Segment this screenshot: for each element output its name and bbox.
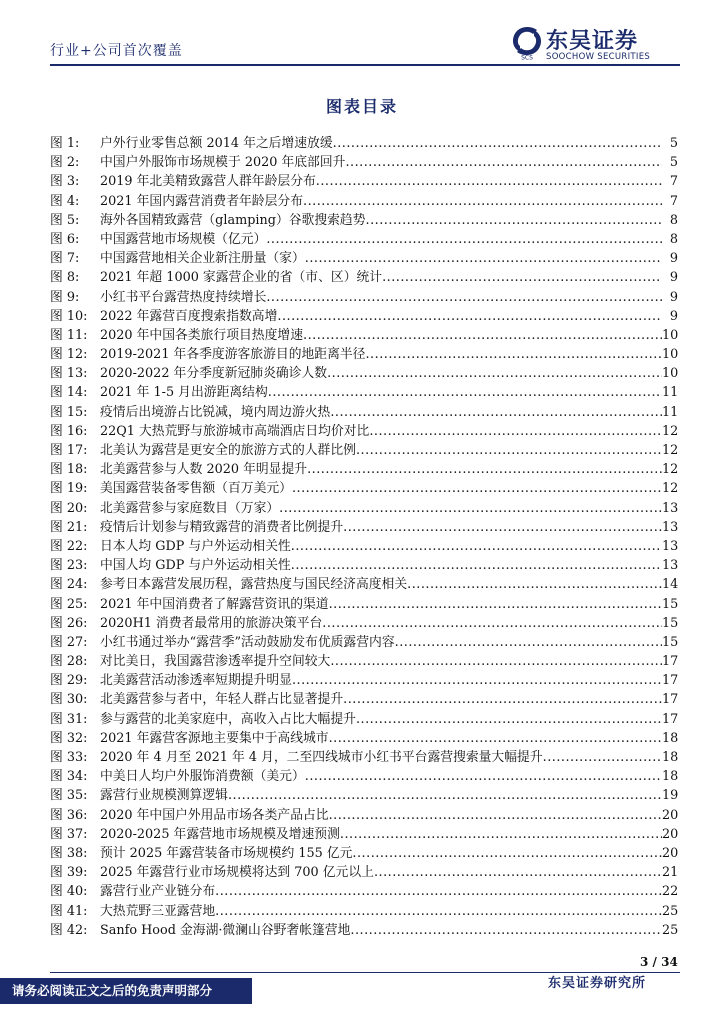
toc-entry[interactable] bbox=[50, 211, 678, 230]
toc-page-number: 15 bbox=[662, 634, 679, 650]
toc-figure-label: 图 34: bbox=[50, 769, 88, 785]
toc-entry-title: 2022 年露营百度搜索指数高增 bbox=[100, 308, 278, 324]
toc-page-number: 21 bbox=[662, 865, 679, 881]
toc-page-number: 17 bbox=[662, 692, 679, 708]
toc-leader-dots bbox=[395, 633, 662, 652]
toc-entry-title: 北美露营活动渗透率短期提升明显 bbox=[100, 673, 292, 689]
toc-page-number: 18 bbox=[662, 750, 679, 765]
toc-leader-dots bbox=[277, 307, 662, 326]
toc-page-number: 11 bbox=[662, 404, 679, 420]
toc-page-number: 5 bbox=[669, 155, 678, 171]
toc-entry[interactable] bbox=[50, 844, 678, 863]
toc-entry[interactable] bbox=[50, 633, 678, 652]
toc-leader-dots bbox=[292, 479, 662, 498]
toc-figure-label: 图 14: bbox=[50, 385, 88, 401]
toc-page-number: 7 bbox=[669, 174, 678, 190]
toc-entry-title: 北美露营参与家庭数目（万家） bbox=[100, 500, 280, 516]
toc-entry[interactable] bbox=[50, 499, 678, 518]
toc-entry[interactable] bbox=[50, 172, 678, 191]
toc-leader-dots bbox=[329, 806, 662, 825]
toc-page-number: 20 bbox=[662, 826, 679, 842]
toc-entry[interactable] bbox=[50, 192, 678, 211]
toc-page-number: 13 bbox=[662, 500, 679, 516]
toc-entry-title: 小红书平台露营热度持续增长 bbox=[100, 289, 267, 305]
toc-figure-label: 图 20: bbox=[50, 500, 88, 516]
toc-figure-label: 图 10: bbox=[50, 308, 88, 324]
toc-leader-dots bbox=[352, 844, 662, 863]
toc-page-number: 11 bbox=[662, 385, 679, 401]
toc-entry-title: 参考日本露营发展历程，露营热度与国民经济高度相关 bbox=[100, 577, 408, 593]
toc-entry[interactable] bbox=[50, 652, 678, 671]
toc-entry[interactable] bbox=[50, 441, 678, 460]
institute-name: 东吴证券研究所 bbox=[548, 976, 647, 991]
toc-entry[interactable] bbox=[50, 364, 678, 383]
toc-entry[interactable] bbox=[50, 537, 678, 556]
toc-entry-title: 2019-2021 年各季度游客旅游目的地距离半径 bbox=[100, 347, 366, 363]
toc-leader-dots bbox=[343, 518, 662, 537]
toc-page-number: 9 bbox=[669, 308, 678, 324]
toc-leader-dots bbox=[369, 422, 662, 441]
toc-leader-dots bbox=[343, 690, 662, 709]
toc-page-number: 10 bbox=[662, 347, 679, 363]
toc-page-number: 17 bbox=[662, 673, 679, 689]
toc-figure-label: 图 11: bbox=[50, 327, 88, 343]
toc-entry[interactable] bbox=[50, 422, 678, 441]
toc-page-number: 8 bbox=[669, 212, 678, 228]
toc-figure-label: 图 8: bbox=[50, 270, 80, 286]
toc-entry[interactable] bbox=[50, 710, 678, 729]
toc-entry-title: 参与露营的北美家庭中，高收入占比大幅提升 bbox=[100, 711, 356, 727]
toc-leader-dots bbox=[316, 172, 662, 191]
toc-entry[interactable] bbox=[50, 671, 678, 690]
toc-leader-dots bbox=[330, 652, 662, 671]
toc-page-number: 9 bbox=[669, 251, 678, 267]
toc-entry[interactable] bbox=[50, 230, 678, 249]
toc-figure-label: 图 33: bbox=[50, 750, 88, 765]
toc-figure-label: 图 37: bbox=[50, 826, 88, 842]
toc-entry-title: 2021 年露营客源地主要集中于高线城市 bbox=[100, 730, 329, 746]
toc-entry-title: 2021 年国内露营消费者年龄层分布 bbox=[100, 193, 303, 209]
toc-page-number: 22 bbox=[662, 884, 679, 900]
toc-figure-label: 图 6: bbox=[50, 231, 80, 247]
toc-leader-dots bbox=[333, 134, 662, 153]
toc-figure-label: 图 1: bbox=[50, 136, 80, 151]
toc-leader-dots bbox=[305, 767, 662, 786]
logo-english-name: SOOCHOW SECURITIES bbox=[546, 52, 651, 62]
toc-entry-title: 大热荒野三亚露营地 bbox=[100, 903, 216, 919]
toc-page-number: 13 bbox=[662, 519, 679, 535]
toc-figure-label: 图 17: bbox=[50, 443, 88, 458]
toc-leader-dots bbox=[215, 882, 662, 901]
toc-figure-label: 图 18: bbox=[50, 462, 88, 478]
toc-leader-dots bbox=[303, 326, 662, 345]
toc-page-number: 5 bbox=[669, 136, 678, 151]
toc-entry[interactable] bbox=[50, 786, 678, 805]
toc-entry-title: 露营行业产业链分布 bbox=[100, 884, 216, 900]
toc-entry[interactable] bbox=[50, 326, 678, 345]
toc-leader-dots bbox=[330, 403, 662, 422]
toc-entry[interactable] bbox=[50, 748, 678, 767]
toc-page-number: 25 bbox=[662, 922, 679, 938]
toc-figure-label: 图 5: bbox=[50, 212, 80, 228]
toc-page-number: 12 bbox=[662, 423, 679, 439]
toc-entry[interactable] bbox=[50, 575, 678, 594]
toc-leader-dots bbox=[366, 211, 662, 230]
toc-leader-dots bbox=[266, 230, 662, 249]
toc-figure-label: 图 30: bbox=[50, 692, 88, 708]
toc-figure-label: 图 9: bbox=[50, 289, 80, 305]
disclaimer-banner: 请务必阅读正文之后的免责声明部分 bbox=[0, 978, 252, 1004]
toc-leader-dots bbox=[292, 671, 662, 690]
toc-entry[interactable] bbox=[50, 345, 678, 364]
toc-entry[interactable] bbox=[50, 249, 678, 268]
toc-figure-label: 图 19: bbox=[50, 481, 88, 497]
logo-mark-text: SCS bbox=[521, 54, 533, 60]
toc-figure-label: 图 42: bbox=[50, 922, 88, 938]
toc-entry[interactable] bbox=[50, 268, 678, 287]
toc-leader-dots bbox=[374, 863, 662, 882]
toc-entry-title: 北美露营参与者中，年轻人群占比显著提升 bbox=[100, 692, 344, 708]
toc-figure-label: 图 12: bbox=[50, 347, 88, 363]
toc-entry-title: 中美日人均户外服饰消费额（美元） bbox=[100, 769, 305, 785]
toc-figure-label: 图 24: bbox=[50, 577, 88, 593]
toc-page-number: 12 bbox=[662, 462, 679, 478]
toc-entry-title: 露营行业规模测算逻辑 bbox=[100, 788, 228, 804]
toc-figure-label: 图 25: bbox=[50, 596, 88, 612]
toc-page-number: 15 bbox=[662, 596, 679, 612]
toc-entry-title: 疫情后出境游占比锐减，境内周边游火热 bbox=[100, 404, 331, 420]
toc-page-number: 14 bbox=[662, 577, 679, 593]
toc-entry[interactable] bbox=[50, 460, 678, 479]
toc-entry-title: 海外各国精致露营（glamping）谷歌搜索趋势 bbox=[100, 212, 366, 228]
toc-figure-label: 图 31: bbox=[50, 711, 88, 727]
toc-figure-label: 图 16: bbox=[50, 423, 88, 439]
toc-entry-title: 北美认为露营是更安全的旅游方式的人群比例 bbox=[100, 443, 356, 458]
toc-entry-title: 对比美日，我国露营渗透率提升空间较大 bbox=[100, 654, 331, 670]
toc-entry[interactable] bbox=[50, 288, 678, 307]
toc-figure-label: 图 13: bbox=[50, 366, 88, 382]
toc-entry-title: 北美露营参与人数 2020 年明显提升 bbox=[100, 462, 308, 478]
toc-page-number: 25 bbox=[662, 903, 679, 919]
toc-figure-label: 图 38: bbox=[50, 845, 88, 861]
toc-leader-dots bbox=[356, 441, 662, 460]
toc-page-number: 9 bbox=[669, 270, 678, 286]
toc-entry[interactable] bbox=[50, 767, 678, 786]
toc-entry-title: 中国人均 GDP 与户外运动相关性 bbox=[100, 558, 291, 574]
toc-leader-dots bbox=[407, 575, 662, 594]
toc-leader-dots bbox=[350, 921, 662, 940]
toc-page-number: 7 bbox=[669, 193, 678, 209]
toc-entry[interactable] bbox=[50, 825, 678, 844]
toc-leader-dots bbox=[365, 345, 662, 364]
toc-entry[interactable] bbox=[50, 806, 678, 825]
toc-entry[interactable] bbox=[50, 134, 678, 153]
toc-figure-label: 图 40: bbox=[50, 884, 88, 900]
toc-page-number: 19 bbox=[662, 788, 679, 804]
toc-leader-dots bbox=[291, 537, 662, 556]
header-divider bbox=[50, 64, 680, 66]
toc-figure-label: 图 23: bbox=[50, 558, 88, 574]
toc-figure-label: 图 32: bbox=[50, 730, 88, 746]
toc-page-number: 20 bbox=[662, 807, 679, 823]
toc-entry-title: 2020-2022 年分季度新冠肺炎确诊人数 bbox=[100, 366, 328, 382]
toc-leader-dots bbox=[305, 249, 662, 268]
toc-leader-dots bbox=[329, 595, 662, 614]
scs-logo-icon bbox=[512, 26, 542, 60]
toc-leader-dots bbox=[268, 383, 662, 402]
toc-page-number: 13 bbox=[662, 538, 679, 554]
toc-figure-label: 图 15: bbox=[50, 404, 88, 420]
toc-entry-title: 2021 年超 1000 家露营企业的省（市、区）统计 bbox=[100, 270, 383, 286]
toc-page-number: 8 bbox=[669, 231, 678, 247]
toc-leader-dots bbox=[266, 288, 662, 307]
toc-page-number: 13 bbox=[662, 558, 679, 574]
toc-page-number: 12 bbox=[662, 481, 679, 497]
page-number: 3 / 34 bbox=[640, 955, 678, 969]
toc-entry[interactable] bbox=[50, 690, 678, 709]
toc-entry[interactable] bbox=[50, 556, 678, 575]
toc-figure-label: 图 29: bbox=[50, 673, 88, 689]
toc-entry-title: 2020H1 消费者最常用的旅游决策平台 bbox=[100, 615, 323, 631]
toc-entry[interactable] bbox=[50, 729, 678, 748]
toc-leader-dots bbox=[340, 825, 662, 844]
toc-entry[interactable] bbox=[50, 902, 678, 921]
toc-figure-label: 图 27: bbox=[50, 634, 88, 650]
toc-figure-label: 图 22: bbox=[50, 538, 88, 554]
toc-leader-dots bbox=[382, 268, 662, 287]
toc-figure-label: 图 7: bbox=[50, 251, 80, 267]
toc-entry[interactable] bbox=[50, 614, 678, 633]
toc-figure-label: 图 4: bbox=[50, 193, 80, 209]
toc-entry-title: 2019 年北美精致露营人群年龄层分布 bbox=[100, 174, 316, 190]
toc-figure-label: 图 39: bbox=[50, 865, 88, 881]
brand-logo bbox=[500, 24, 680, 64]
toc-leader-dots bbox=[327, 364, 662, 383]
toc-entry-title: 小红书通过举办“露营季”活动鼓励发布优质露营内容 bbox=[100, 634, 395, 650]
toc-figure-label: 图 3: bbox=[50, 174, 80, 190]
toc-entry-title: 2021 年 1-5 月出游距离结构 bbox=[100, 385, 268, 401]
toc-leader-dots bbox=[329, 729, 662, 748]
toc-page-number: 17 bbox=[662, 654, 679, 670]
toc-entry-title: 22Q1 大热荒野与旅游城市高端酒店日均价对比 bbox=[100, 423, 370, 439]
toc-entry-title: 疫情后计划参与精致露营的消费者比例提升 bbox=[100, 519, 344, 535]
toc-figure-label: 图 41: bbox=[50, 903, 88, 919]
toc-figure-label: 图 26: bbox=[50, 615, 88, 631]
toc-page-number: 10 bbox=[662, 366, 679, 382]
toc-entry-title: 2025 年露营行业市场规模将达到 700 亿元以上 bbox=[100, 865, 374, 881]
toc-figure-label: 图 2: bbox=[50, 155, 80, 171]
toc-title: 图表目录 bbox=[325, 97, 398, 116]
toc-entry[interactable] bbox=[50, 383, 678, 402]
toc-entry[interactable] bbox=[50, 882, 678, 901]
toc-entry-title: 中国户外服饰市场规模于 2020 年底部回升 bbox=[100, 155, 346, 171]
toc-entry[interactable] bbox=[50, 595, 678, 614]
toc-entry-title: 2020 年 4 月至 2021 年 4 月，二至四线城市小红书平台露营搜索量大幅提升 bbox=[100, 750, 543, 765]
toc-leader-dots bbox=[215, 902, 662, 921]
toc-page-number: 18 bbox=[662, 730, 679, 746]
toc-leader-dots bbox=[228, 786, 662, 805]
toc-entry-title: 2020 年中国户外用品市场各类产品占比 bbox=[100, 807, 329, 823]
toc-leader-dots bbox=[303, 192, 662, 211]
toc-leader-dots bbox=[279, 499, 662, 518]
toc-entry[interactable] bbox=[50, 403, 678, 422]
toc-entry[interactable] bbox=[50, 921, 678, 940]
toc-page-number: 15 bbox=[662, 615, 679, 631]
toc-entry[interactable] bbox=[50, 863, 678, 882]
toc-leader-dots bbox=[291, 556, 662, 575]
toc-entry-title: 2020-2025 年露营地市场规模及增速预测 bbox=[100, 826, 340, 842]
toc-page-number: 12 bbox=[662, 443, 679, 458]
toc-entry-title: 2020 年中国各类旅行项目热度增速 bbox=[100, 327, 303, 343]
toc-entry-title: 中国露营地市场规模（亿元） bbox=[100, 231, 267, 247]
toc-entry[interactable] bbox=[50, 307, 678, 326]
header-category: 行业+公司首次覆盖 bbox=[50, 43, 183, 59]
toc-entry-title: Sanfo Hood 金海湖·微澜山谷野奢帐篷营地 bbox=[100, 922, 351, 938]
toc-figure-label: 图 28: bbox=[50, 654, 88, 670]
toc-entry-title: 2021 年中国消费者了解露营资讯的渠道 bbox=[100, 596, 329, 612]
toc-entry-title: 户外行业零售总额 2014 年之后增速放缓 bbox=[100, 136, 333, 151]
toc-figure-label: 图 36: bbox=[50, 807, 88, 823]
toc-page-number: 9 bbox=[669, 289, 678, 305]
toc-entry[interactable] bbox=[50, 518, 678, 537]
toc-list bbox=[50, 134, 678, 940]
toc-figure-label: 图 21: bbox=[50, 519, 88, 535]
toc-leader-dots bbox=[345, 153, 662, 172]
toc-figure-label: 图 35: bbox=[50, 788, 88, 804]
toc-entry[interactable] bbox=[50, 479, 678, 498]
toc-page-number: 17 bbox=[662, 711, 679, 727]
toc-entry-title: 预计 2025 年露营装备市场规模约 155 亿元 bbox=[100, 845, 353, 861]
toc-leader-dots bbox=[543, 748, 662, 767]
toc-entry[interactable] bbox=[50, 153, 678, 172]
toc-entry-title: 美国露营装备零售额（百万美元） bbox=[100, 481, 292, 497]
logo-chinese-name: 东吴证券 bbox=[546, 29, 639, 54]
toc-leader-dots bbox=[356, 710, 662, 729]
toc-leader-dots bbox=[307, 460, 662, 479]
toc-entry-title: 中国露营地相关企业新注册量（家） bbox=[100, 251, 305, 267]
toc-leader-dots bbox=[322, 614, 662, 633]
toc-page-number: 18 bbox=[662, 769, 679, 785]
toc-page-number: 20 bbox=[662, 845, 679, 861]
toc-page-number: 10 bbox=[662, 327, 679, 343]
toc-entry-title: 日本人均 GDP 与户外运动相关性 bbox=[100, 538, 291, 554]
